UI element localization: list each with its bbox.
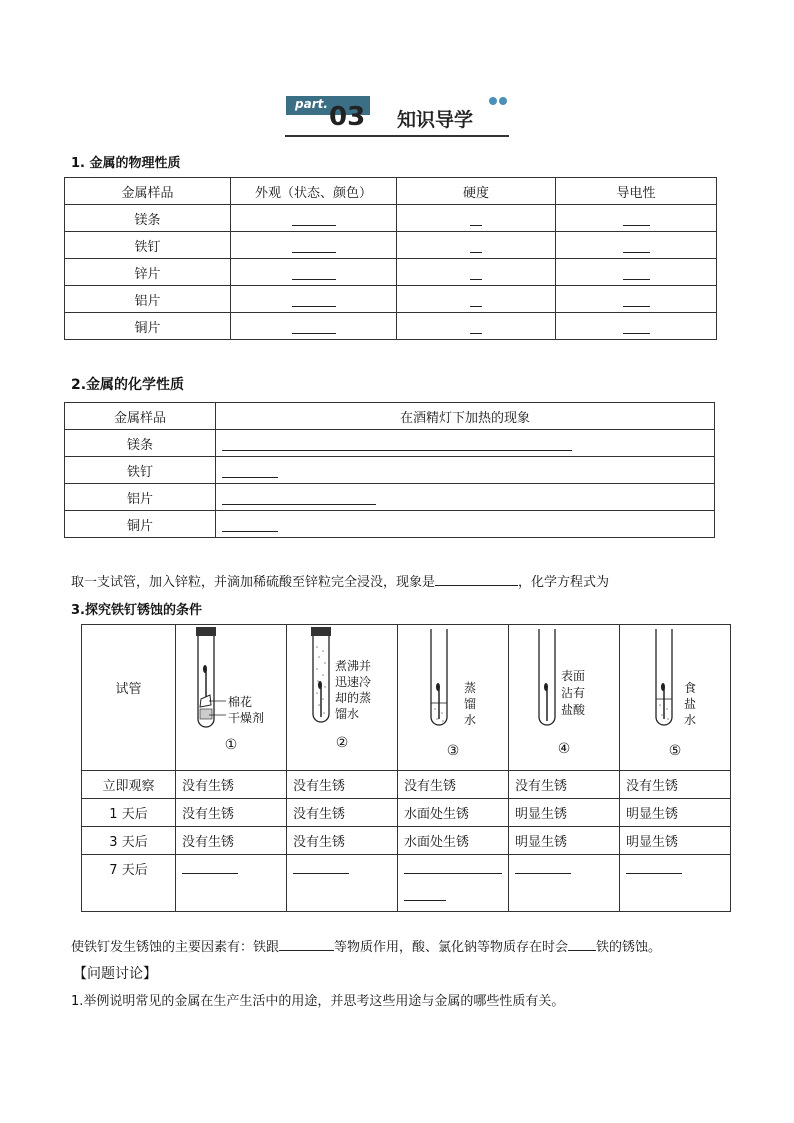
- decor-dot-icon: [489, 97, 497, 105]
- answer-blank[interactable]: [515, 859, 571, 874]
- answer-blank[interactable]: [623, 319, 650, 334]
- tube-cell-5: [620, 625, 731, 771]
- section2-heading: 2.金属的化学性质: [71, 377, 185, 393]
- decor-dot-icon: [499, 97, 507, 105]
- row-label: 立即观察: [82, 771, 176, 799]
- col-header: 外观（状态、颜色）: [231, 178, 397, 205]
- discussion-question: 1.举例说明常见的金属在生产生活中的用途，并思考这些用途与金属的哪些性质有关。: [71, 994, 565, 1009]
- col-header: 导电性: [556, 178, 717, 205]
- conclusion-paragraph: 使铁钉发生锈蚀的主要因素有：铁跟 等物质作用，酸、氯化钠等物质存在时会 铁的锈蚀。: [71, 936, 661, 955]
- answer-blank[interactable]: [292, 265, 336, 280]
- observation-cell: 明显生锈: [509, 827, 620, 855]
- answer-blank[interactable]: [470, 265, 482, 280]
- answer-blank[interactable]: [292, 211, 336, 226]
- table-row: [65, 313, 717, 340]
- row-label: 1 天后: [82, 799, 176, 827]
- part-label: part.: [295, 97, 328, 111]
- table-row: [65, 286, 717, 313]
- observation-cell: 没有生锈: [620, 771, 731, 799]
- observation-cell: 没有生锈: [176, 799, 287, 827]
- metal-name: 铁钉: [65, 457, 216, 484]
- table-row: [65, 511, 715, 538]
- table-row: [65, 430, 715, 457]
- table-header-row: [65, 403, 715, 430]
- row-label: 3 天后: [82, 827, 176, 855]
- table-row: [65, 232, 717, 259]
- answer-blank[interactable]: [404, 886, 446, 901]
- tube-number: ①: [224, 737, 238, 753]
- answer-blank[interactable]: [470, 319, 482, 334]
- rust-experiment-table: [81, 624, 731, 912]
- answer-blank[interactable]: [182, 859, 238, 874]
- tube-number: ⑤: [668, 743, 682, 759]
- metal-name: 锌片: [65, 259, 231, 286]
- header-underline: [285, 135, 509, 137]
- section-header: [285, 94, 509, 140]
- test-tube-icon: [398, 625, 508, 745]
- metal-name: 铝片: [65, 286, 231, 313]
- table-row: [65, 457, 715, 484]
- answer-blank[interactable]: [404, 859, 502, 874]
- answer-blank[interactable]: [293, 859, 349, 874]
- answer-blank[interactable]: [623, 265, 650, 280]
- answer-blank[interactable]: [222, 463, 278, 478]
- section3-heading: 3.探究铁钉锈蚀的条件: [71, 603, 202, 618]
- tube-label-group: 煮沸并 迅速冷 却的蒸 馏水: [335, 659, 372, 721]
- col-header: 在酒精灯下加热的现象: [216, 403, 715, 430]
- row-label: 7 天后: [82, 855, 176, 912]
- answer-blank[interactable]: [292, 319, 336, 334]
- answer-blank[interactable]: [470, 211, 482, 226]
- tube-cell-4: [509, 625, 620, 771]
- metal-name: 镁条: [65, 430, 216, 457]
- observation-cell: 水面处生锈: [398, 799, 509, 827]
- observation-cell: 水面处生锈: [398, 827, 509, 855]
- observation-cell: 明显生锈: [620, 827, 731, 855]
- table-row: [65, 205, 717, 232]
- col-header: 硬度: [397, 178, 556, 205]
- answer-blank[interactable]: [568, 937, 596, 951]
- tube-cell-3: [398, 625, 509, 771]
- chemical-properties-table: [64, 402, 715, 538]
- header-title: 知识导学: [397, 109, 474, 131]
- answer-blank[interactable]: [222, 490, 376, 505]
- observation-cell: 明显生锈: [620, 799, 731, 827]
- tube-label: 干燥剂: [228, 711, 265, 725]
- answer-blank[interactable]: [470, 292, 482, 307]
- tube-label-group: 食 盐 水: [684, 681, 697, 727]
- metal-name: 铜片: [65, 511, 216, 538]
- section1-heading: 1. 金属的物理性质: [71, 156, 181, 171]
- row-label: 试管: [82, 625, 176, 771]
- physical-properties-table: [64, 177, 717, 340]
- answer-blank[interactable]: [623, 211, 650, 226]
- answer-blank[interactable]: [292, 292, 336, 307]
- observation-cell: 没有生锈: [176, 827, 287, 855]
- metal-name: 铝片: [65, 484, 216, 511]
- tube-number: ②: [335, 735, 349, 751]
- answer-blank[interactable]: [279, 937, 334, 951]
- test-tube-icon: [176, 625, 286, 745]
- col-header: 金属样品: [65, 403, 216, 430]
- tube-label: 棉花: [228, 695, 253, 709]
- observation-cell: 明显生锈: [509, 799, 620, 827]
- table-row: [82, 855, 731, 912]
- col-header: 金属样品: [65, 178, 231, 205]
- answer-blank[interactable]: [222, 517, 278, 532]
- part-number: 03: [329, 102, 366, 132]
- tube-cell-2: [287, 625, 398, 771]
- observation-cell: 没有生锈: [287, 827, 398, 855]
- table-header-row: [65, 178, 717, 205]
- observation-cell: 没有生锈: [176, 771, 287, 799]
- table-row: [82, 799, 731, 827]
- test-tube-icon: [620, 625, 730, 745]
- observation-cell: 没有生锈: [398, 771, 509, 799]
- table-row: [65, 484, 715, 511]
- observation-cell: 没有生锈: [287, 771, 398, 799]
- answer-blank[interactable]: [222, 436, 572, 451]
- answer-blank[interactable]: [626, 859, 682, 874]
- answer-blank[interactable]: [470, 238, 482, 253]
- metal-name: 镁条: [65, 205, 231, 232]
- table-row: [65, 259, 717, 286]
- tube-cell-1: [176, 625, 287, 771]
- tube-number: ③: [446, 743, 460, 759]
- zinc-paragraph: 取一支试管，加入锌粒，并滴加稀硫酸至锌粒完全浸没，现象是 ，化学方程式为: [71, 571, 609, 590]
- tube-image-row: [82, 625, 731, 771]
- tube-label-group: 表面 沾有 盐酸: [561, 669, 586, 717]
- observation-cell: 没有生锈: [509, 771, 620, 799]
- answer-blank[interactable]: [292, 238, 336, 253]
- answer-blank[interactable]: [623, 238, 650, 253]
- metal-name: 铁钉: [65, 232, 231, 259]
- discussion-heading: 【问题讨论】: [73, 966, 157, 982]
- tube-number: ④: [557, 741, 571, 757]
- table-row: [82, 771, 731, 799]
- observation-cell: 没有生锈: [287, 799, 398, 827]
- table-row: [82, 827, 731, 855]
- answer-blank[interactable]: [623, 292, 650, 307]
- metal-name: 铜片: [65, 313, 231, 340]
- answer-blank[interactable]: [435, 572, 518, 586]
- tube-label-group: 蒸 馏 水: [464, 681, 477, 727]
